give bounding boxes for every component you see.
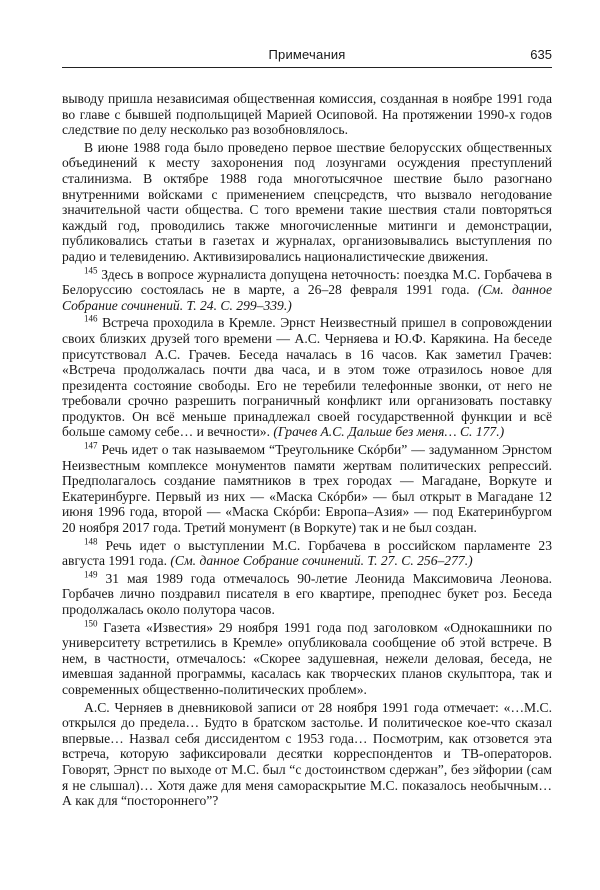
footnote-146	[62, 315, 552, 440]
footnote-text: Речь идет о так называемом “Треугольнике Скóрби” — задуманном Эрнстом Неизвестным комплексе монументов памяти жертвам политических репрессий. Предполагалось создание памятников в трех городах — Магадане, Воркуте и Екатеринбурге. Первый из них — «Маска Скóрби» — был открыт в Магадане 12 июня 1996 года, второй — «Маска Скóрби: Европа–Азия» — под Екатеринбургом 20 ноября 2017 года. Третий монумент (в Воркуте) так и не был создан.	[62, 442, 552, 536]
footnote-reference: (Грачев А.С. Дальше без меня… С. 177.)	[273, 424, 505, 440]
footnote-number: 145	[84, 265, 98, 275]
footnote-reference: (См. данное Собрание сочинений. Т. 24. С. 299–339.)	[62, 282, 552, 313]
footnote-number: 146	[84, 313, 98, 324]
page-number: 635	[530, 47, 552, 62]
footnote-text: Газета «Известия» 29 ноября 1991 года под заголовком «Однокашники по университету встретились в Кремле» опубликовала сообщение об этой встрече. В нем, в частности, отмечалось: «Скорее задушевная, нежели деловая, беседа, не имевшая заданной программы, касалась как творческих планов скульптора, так и современных общественно-политических проблем».	[62, 619, 552, 697]
footnote-text: 31 мая 1989 года отмечалось 90-летие Леонида Максимовича Леонова. Горбачев лично поздравил писателя в его квартире, преподнес букет роз. Беседа продолжалась около полутора часов.	[62, 570, 552, 617]
footnote-number: 147	[84, 440, 98, 451]
paragraph-chernyaev: А.С. Черняев в дневниковой записи от 28 ноября 1991 года отмечает: «…М.С. открылся до предела… Будто в братском застолье. И политическое кое-что сказал впервые… Назвал себя диссидентом с 1953 года… Посмотрим, как отзовется эта встреча, которую зафиксировали десятки корреспондентов и ТВ-операторов. Говорят, Эрнст по выходе от М.С. был “с достоинством сдержан”, без эйфории (сам я не слышал)… Хотя даже для меня самораскрытие М.С. показалось необычным… А как для “постороннего”?	[62, 699, 552, 809]
footnote-number: 148	[84, 536, 98, 547]
footnote-text: Встреча проходила в Кремле. Эрнст Неизвестный пришел в сопровождении своих близких друзей того времени — А.С. Черняева и Ю.Ф. Карякина. На беседе присутствовал А.С. Грачев. Беседа началась в 16 часов. Как заметил Грачев: «Встреча продолжалась почти два часа, и в этом тоже отразилось новое для президента состояние свободы. Его не теребили телефонные звонки, от него не требовали срочно разрешить пограничный конфликт или организовать поставку продуктов. Он всё меньше принадлежал своей государственной функции и всё больше самому себе… и вечности».	[62, 315, 552, 440]
running-head	[62, 47, 552, 68]
footnote-number: 149	[84, 569, 98, 580]
footnote-text: Речь идет о выступлении М.С. Горбачева в российском парламенте 23 августа 1991 года.	[62, 537, 552, 569]
footnote-150	[62, 620, 552, 698]
footnote-147	[62, 442, 552, 536]
footnote-text: Здесь в вопросе журналиста допущена неточность: поездка М.С. Горбачева в Белоруссию состоялась не в марте, а 26–28 февраля 1991 года.	[62, 266, 552, 298]
section-title: Примечания	[268, 47, 346, 62]
footnote-reference: (См. данное Собрание сочинений. Т. 27. С. 256–277.)	[170, 553, 473, 569]
footnote-148	[62, 538, 552, 569]
footnote-149	[62, 571, 552, 618]
paragraph-1988: В июне 1988 года было проведено первое шествие белорусских общественных объединений к месту захоронения под лозунгами осуждения преступлений сталинизма. В октябре 1988 года многотысячное шествие было разогнано внутренними войсками с применением спецсредств, что вызвало негодование значительной части общества. С того времени такие шествия стали повторяться каждый год, проводились также многочисленные митинги и демонстрации, публиковались статьи в газетах и журналах, организовывались выступления по радио и телевидению. Активизировались националистические движения.	[62, 139, 552, 264]
notes-body	[62, 91, 552, 861]
footnote-number: 150	[84, 618, 98, 629]
footnote-145	[62, 267, 552, 314]
continuation-paragraph: выводу пришла независимая общественная комиссия, созданная в ноябре 1991 года во главе с бывшей подпольщицей Марией Осиповой. На протяжении 1990-х годов следствие по делу несколько раз возобновлялось.	[62, 91, 552, 138]
